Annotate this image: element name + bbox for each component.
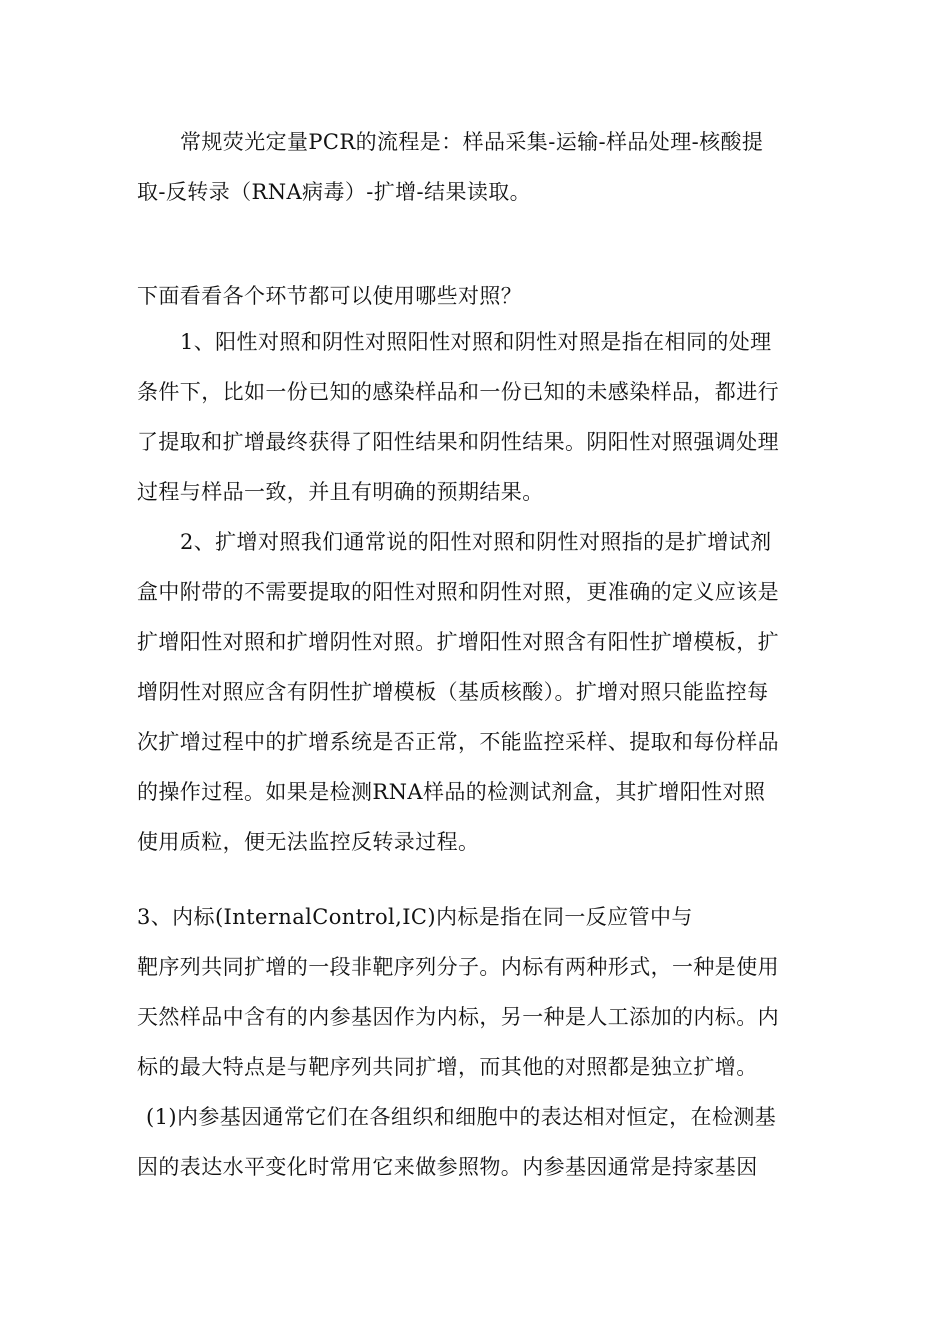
paragraph-4-line-5: 次扩增过程中的扩增系统是否正常，不能监控采样、提取和每份样品 [137,730,779,754]
paragraph-2-line-1: 下面看看各个环节都可以使用哪些对照？ [137,284,523,308]
paragraph-3-line-2: 条件下，比如一份已知的感染样品和一份已知的未感染样品，都进行 [137,380,779,404]
paragraph-3-line-3: 了提取和扩增最终获得了阳性结果和阴性结果。阴阳性对照强调处理 [137,430,779,454]
paragraph-1-line-2: 取-反转录（RNA病毒）-扩增-结果读取。 [137,180,532,204]
paragraph-5-line-2: 靶序列共同扩增的一段非靶序列分子。内标有两种形式，一种是使用 [137,955,779,979]
paragraph-4-line-2: 盒中附带的不需要提取的阳性对照和阴性对照，更准确的定义应该是 [137,580,779,604]
paragraph-4-line-4: 增阴性对照应含有阴性扩增模板（基质核酸）。扩增对照只能监控每 [137,680,769,704]
paragraph-5-line-1: 3、内标(InternalControl,IC)内标是指在同一反应管中与 [137,905,693,929]
paragraph-1-line-1: 常规荧光定量PCR的流程是：样品采集-运输-样品处理-核酸提 [180,130,764,154]
paragraph-3-line-4: 过程与样品一致，并且有明确的预期结果。 [137,480,544,504]
paragraph-3-line-1: 1、阳性对照和阴性对照阳性对照和阴性对照是指在相同的处理 [180,330,772,354]
paragraph-5-line-3: 天然样品中含有的内参基因作为内标，另一种是人工添加的内标。内 [137,1005,779,1029]
paragraph-6-line-1: (1)内参基因通常它们在各组织和细胞中的表达相对恒定，在检测基 [146,1105,777,1129]
paragraph-4-line-6: 的操作过程。如果是检测RNA样品的检测试剂盒，其扩增阳性对照 [137,780,766,804]
paragraph-6-line-2: 因的表达水平变化时常用它来做参照物。内参基因通常是持家基因 [137,1155,758,1179]
paragraph-4-line-7: 使用质粒，便无法监控反转录过程。 [137,830,480,854]
paragraph-4-line-3: 扩增阳性对照和扩增阴性对照。扩增阳性对照含有阳性扩增模板，扩 [137,630,779,654]
paragraph-5-line-4: 标的最大特点是与靶序列共同扩增，而其他的对照都是独立扩增。 [137,1055,758,1079]
paragraph-4-line-1: 2、扩增对照我们通常说的阳性对照和阴性对照指的是扩增试剂 [180,530,772,554]
